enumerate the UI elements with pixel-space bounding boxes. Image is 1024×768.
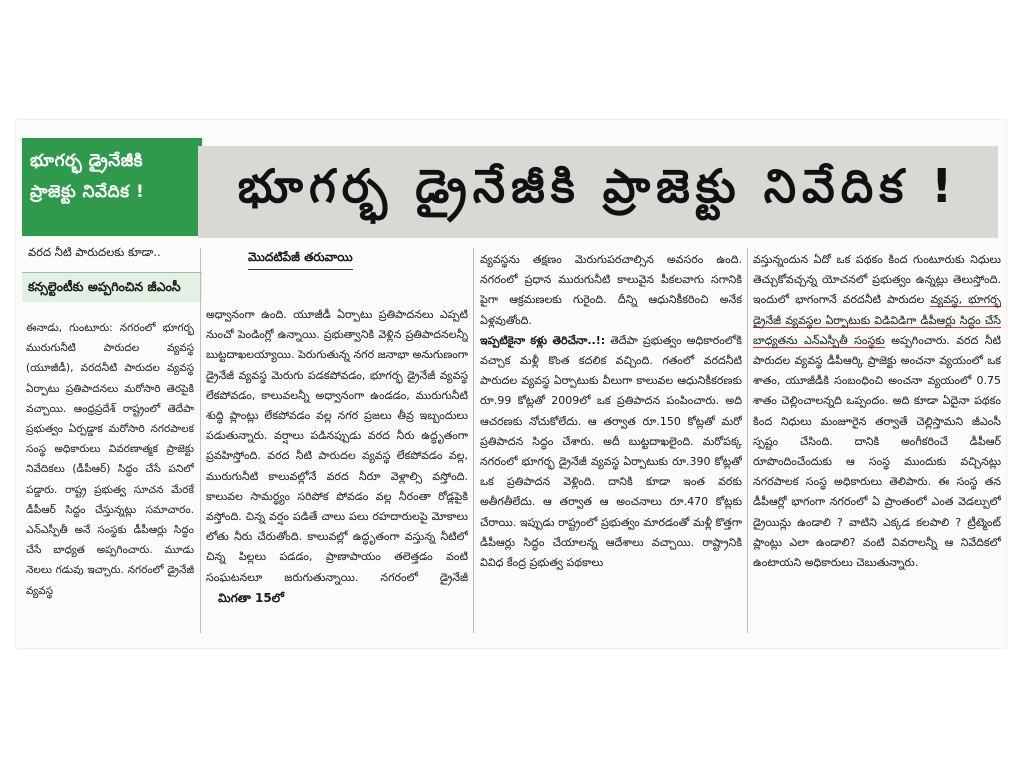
article-column-2	[206, 305, 468, 640]
article-subheading: ఇప్పటికైనా కళ్లు తెరిచేనా..!:	[480, 333, 606, 347]
article-text: వస్తున్నందున ఏదో ఒక పథకం కింద గుంటూరుకు నిధులు తెచ్చుకోవచ్చన్న యోచనలో ప్రభుత్వం ఉన్నట్లు తెలుస్తోంది. ఇందులో భాగంగానే వరదనీటి పారుదల	[753, 253, 1001, 307]
sidebar-headline	[22, 138, 202, 236]
article-text: అధ్వానంగా ఉంది. యూజీడీ ఏర్పాటు ప్రతిపాదనలు ఎప్పటి నుంచో పెండింగ్లో ఉన్నాయి. ప్రభుత్వానికి వెళ్లిన ప్రతిపాదనలన్నీ బుట్టదాఖలయ్యాయి. పెరుగుతున్న నగర జనాభా అనుగుణంగా డ్రైనేజీ వ్యవస్థ మెరుగు పడకపోవడం, భూగర్భ డ్రైనేజీ వ్యవస్థ లేకపోవడం, కాలువలన్నీ అధ్వానంగా ఉండడం, మురుగునీటి శుద్ధి ప్లాంట్లు లేకపోవడం వల్ల నగర ప్రజలు తీవ్ర ఇబ్బందులు పడుతున్నారు. వర్షాలు పడినప్పుడు వరద నీరు ఉద్ధృతంగా ప్రవహిస్తోంది. వరద నీటి పారుదల వ్యవస్థ లేకపోవడం వల్ల, మురుగునీటి కాలువల్లోనే వరద నీరూ వెళ్లాల్సి వస్తోంది. కాలువల సామర్థ్యం సరిపోక పోవడం వల్ల నీరంతా రోడ్లపైకి వస్తోంది. చిన్న వర్షం పడితే చాలు పలు రహదారులపై మోకాలు లోతు నీరు చేరుతోంది. కాలువల్లో ఉద్ధృతంగా వస్తున్న నీటిలో చిన్న పిల్లలు పడడం, ప్రాణాపాయం తలెత్తడం వంటి సంఘటనలూ జరుగుతున్నాయి. నగరంలో డ్రైనేజీ	[206, 308, 468, 584]
column-divider	[747, 248, 748, 633]
newspaper-clipping	[16, 120, 1006, 648]
sidebar-headline-line2: ప్రాజెక్టు నివేదిక !	[30, 182, 145, 202]
main-headline: భూగర్భ డ్రైనేజీకి ప్రాజెక్టు నివేదిక !	[198, 146, 998, 238]
article-column-1	[26, 318, 194, 638]
underlined-highlight-text: వ్యవస్థ, భూగర్భ డ్రైనేజీ వ్యవస్థల ఏర్పాటుకు విడివిడిగా డీపీఆర్లు సిద్ధం చేసే బాధ్యతను ఎన్ఎస్పీతీ సంస్థకు	[753, 293, 1001, 347]
column-divider	[473, 248, 474, 633]
article-text: ఈనాడు, గుంటూరు: నగరంలో భూగర్భ మురుగునీటి పారుదల వ్యవస్థ (యూజీడీ), వరదనీటి పారుదల వ్యవస్థ ఏర్పాటు ప్రతిపాదనలు మరోసారి తెరపైకి వచ్చాయి. ఆంధ్రప్రదేశ్ రాష్ట్రంలో తెదేపా ప్రభుత్వం ఏర్పడ్డాక మరోసారి నగరపాలక సంస్థ అధికారులు వివరణాత్మక ప్రాజెక్టు నివేదికలు (డీపీఆర్) సిద్ధం చేసే పనిలో పడ్డారు. రాష్ట్ర ప్రభుత్వ సూచన మేరకే డీపీఆర్ సిద్ధం చేస్తున్నట్లు సమాచారం. ఎన్ఎస్పీతీ అనే సంస్థకు డీపీఆర్లు సిద్ధం చేసే బాధ్యత అప్పగించారు. మూడు నెలలు గడువు ఇచ్చారు. నగరంలో డ్రైనేజీ వ్యవస్థ	[26, 322, 194, 597]
sidebar-headline-line1: భూగర్భ డ్రైనేజీకి	[30, 151, 144, 171]
article-text: వ్యవస్థను తక్షణం మెరుగుపరచాల్సిన అవసరం ఉంది. నగరంలో ప్రధాన మురుగునీటి కాలువైన పీకలవాగు సగానికి పైగా ఆక్రమణలకు గురైంది. దీన్ని ఆధునికీకరించి అనేక ఏళ్లవుతోంది.	[480, 253, 742, 327]
sidebar-subheading: వరద నీటి పారుదలకు కూడా..	[28, 245, 161, 259]
article-text: అప్పగించారు. వరద నీటి పారుదల వ్యవస్థ డీపీఆర్కి ప్రాజెక్టు అంచనా వ్యయంలో ఒక శాతం, యూజీడీకి సంబంధించి అంచనా వ్యయంలో 0.75 శాతం చెల్లించాలన్నది ఒప్పందం. అది కూడా ఏదైనా పథకం కింద నిధులు మంజూరైన తర్వాతే చెల్లిస్తామని జీఎంసీ స్పష్టం చేసింది. దానికి అంగీకరించే డీపీఆర్ రూపొందించేందుకు ఆ సంస్థ ముందుకు వచ్చినట్లు నగరపాలక సంస్థ అధికారులు తెలిపారు. ఈ సంస్థ తన డీపీఆర్లో భాగంగా నగరంలో ఏ ప్రాంతంలో ఎంత వెడల్పులో డ్రైయిన్లు ఉండాలి ? వాటిని ఎక్కడ కలపాలి ? ట్రీట్మెంట్ ప్లాంట్లు ఎలా ఉండాలి? వంటి వివరాలన్నీ ఆ నివేదికలో ఉంటాయని అధికారులు చెబుతున్నారు.	[753, 333, 1001, 570]
article-column-3	[480, 250, 742, 640]
column-divider	[200, 248, 201, 633]
article-column-4	[753, 250, 1001, 640]
continued-on-page-label: మిగతా 15లో	[218, 590, 285, 605]
continued-from-front-page-label: మొదటిపేజీ తరువాయి	[248, 250, 353, 270]
sidebar-subheading-highlight: కన్సల్టెంటీకు అప్పగించిన జీఎంసీ	[22, 272, 202, 302]
article-text: తెదేపా ప్రభుత్వం అధికారంలోకి వచ్చాక మళ్లీ కొంత కదలిక వచ్చింది. గతంలో వరదనీటి పారుదల వ్యవస్థ ఏర్పాటుకు వీలుగా కాలువల ఆధునికీకరణకు రూ.99 కోట్లతో 2009లో ఒక ప్రతిపాదన పంపించారు. అది ఆచరణకు నోచుకోలేదు. ఆ తర్వాత రూ.150 కోట్లతో మరో ప్రతిపాదన సిద్ధం చేశారు. అదీ బుట్టదాఖలైంది. మరోపక్క నగరంలో భూగర్భ డ్రైనేజీ వ్యవస్థ ఏర్పాటుకు రూ.390 కోట్లతో ఒక ప్రతిపాదన వెళ్లింది. దానికి కూడా ఇంత వరకు అతీగతీలేదు. ఆ తర్వాత ఆ అంచనాలు రూ.470 కోట్లకు చేరాయి. ఇప్పుడు రాష్ట్రంలో ప్రభుత్వం మారడంతో మళ్లీ కొత్తగా డీపీఆర్లు సిద్ధం చేయాలన్న ఆదేశాలు వచ్చాయి. రాష్ట్రానికి వివిధ కేంద్ర ప్రభుత్వ పథకాలు	[480, 333, 742, 570]
